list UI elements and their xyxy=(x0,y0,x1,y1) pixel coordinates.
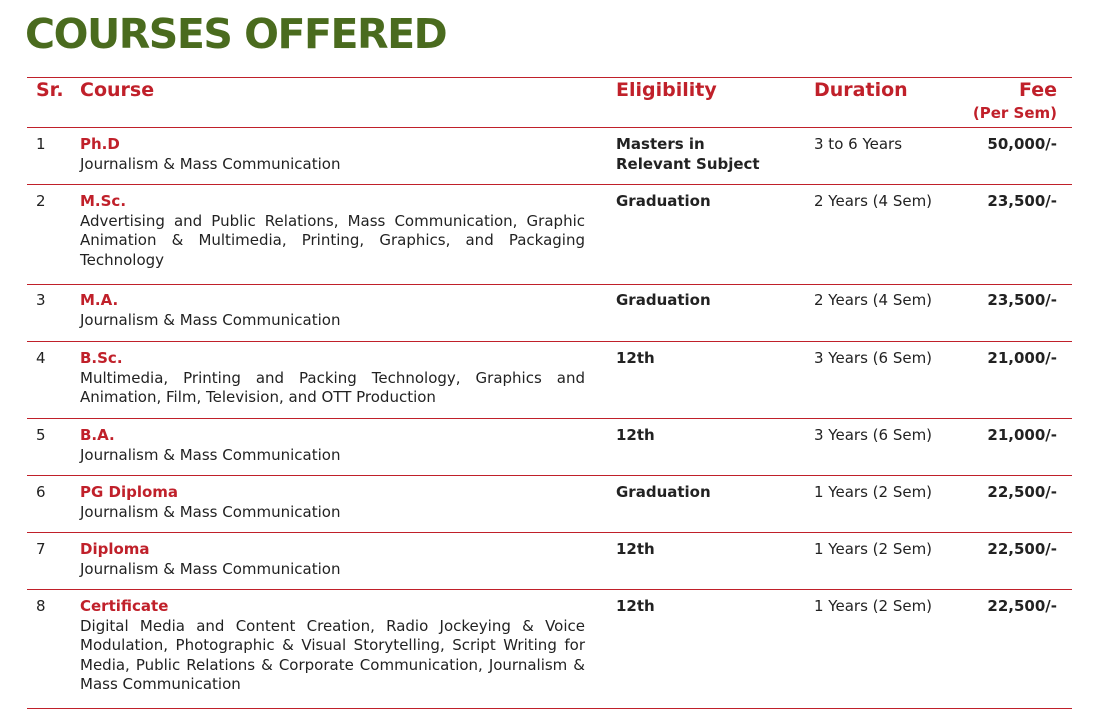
course-duration: 3 to 6 Years xyxy=(814,135,903,153)
course-description: Journalism & Mass Communication xyxy=(80,154,341,173)
row-sr: 7 xyxy=(36,540,46,558)
course-fee: 23,500/- xyxy=(987,291,1057,309)
row-divider xyxy=(27,418,1072,419)
row-sr: 2 xyxy=(36,192,46,210)
course-duration: 2 Years (4 Sem) xyxy=(814,291,933,309)
course-duration: 3 Years (6 Sem) xyxy=(814,349,933,367)
course-name: B.A. xyxy=(80,426,115,444)
header-fee: Fee xyxy=(1019,79,1057,101)
row-divider xyxy=(27,589,1072,590)
course-name: PG Diploma xyxy=(80,483,179,501)
header-rule xyxy=(27,127,1072,128)
header-course: Course xyxy=(80,79,155,101)
course-duration: 1 Years (2 Sem) xyxy=(814,597,933,615)
course-fee: 21,000/- xyxy=(987,349,1057,367)
course-name: Certificate xyxy=(80,597,169,615)
course-eligibility: Graduation xyxy=(616,483,711,501)
course-description: Journalism & Mass Communication xyxy=(80,445,341,464)
course-description: Advertising and Public Relations, Mass Communication, Graphic Animation & Multimedia, Printing, Graphics, and Packaging Technology xyxy=(80,211,585,269)
row-divider xyxy=(27,708,1072,709)
course-duration: 3 Years (6 Sem) xyxy=(814,426,933,444)
row-divider xyxy=(27,532,1072,533)
course-name: Diploma xyxy=(80,540,150,558)
row-divider xyxy=(27,341,1072,342)
course-duration: 1 Years (2 Sem) xyxy=(814,540,933,558)
course-duration: 1 Years (2 Sem) xyxy=(814,483,933,501)
course-eligibility: Graduation xyxy=(616,291,711,309)
row-divider xyxy=(27,184,1072,185)
course-description: Digital Media and Content Creation, Radio Jockeying & Voice Modulation, Photographic & Visual Storytelling, Script Writing for Media, Public Relations & Corporate Communication, Journalism & Mass Communication xyxy=(80,616,585,693)
header-duration: Duration xyxy=(814,79,908,101)
course-name: Ph.D xyxy=(80,135,120,153)
course-name: M.A. xyxy=(80,291,119,309)
course-name: M.Sc. xyxy=(80,192,127,210)
page-title: COURSES OFFERED xyxy=(25,10,447,58)
course-description: Multimedia, Printing and Packing Technology, Graphics and Animation, Film, Television, and OTT Production xyxy=(80,368,585,406)
course-duration: 2 Years (4 Sem) xyxy=(814,192,933,210)
row-divider xyxy=(27,475,1072,476)
course-description: Journalism & Mass Communication xyxy=(80,559,341,578)
row-sr: 6 xyxy=(36,483,46,501)
row-sr: 5 xyxy=(36,426,46,444)
row-divider xyxy=(27,284,1072,285)
course-fee: 22,500/- xyxy=(987,540,1057,558)
row-sr: 3 xyxy=(36,291,46,309)
header-sr: Sr. xyxy=(36,79,64,101)
course-description: Journalism & Mass Communication xyxy=(80,310,341,329)
course-fee: 22,500/- xyxy=(987,483,1057,501)
row-sr: 8 xyxy=(36,597,46,615)
course-fee: 23,500/- xyxy=(987,192,1057,210)
course-name: B.Sc. xyxy=(80,349,123,367)
course-description: Journalism & Mass Communication xyxy=(80,502,341,521)
course-fee: 50,000/- xyxy=(987,135,1057,153)
course-eligibility: 12th xyxy=(616,349,655,367)
course-fee: 21,000/- xyxy=(987,426,1057,444)
header-eligibility: Eligibility xyxy=(616,79,717,101)
row-sr: 4 xyxy=(36,349,46,367)
header-fee-sub: (Per Sem) xyxy=(972,104,1057,122)
row-sr: 1 xyxy=(36,135,46,153)
table-top-rule xyxy=(27,77,1072,78)
course-eligibility: Graduation xyxy=(616,192,711,210)
course-eligibility: Masters in Relevant Subject xyxy=(616,135,760,173)
course-eligibility: 12th xyxy=(616,540,655,558)
course-fee: 22,500/- xyxy=(987,597,1057,615)
course-eligibility: 12th xyxy=(616,426,655,444)
course-eligibility: 12th xyxy=(616,597,655,615)
